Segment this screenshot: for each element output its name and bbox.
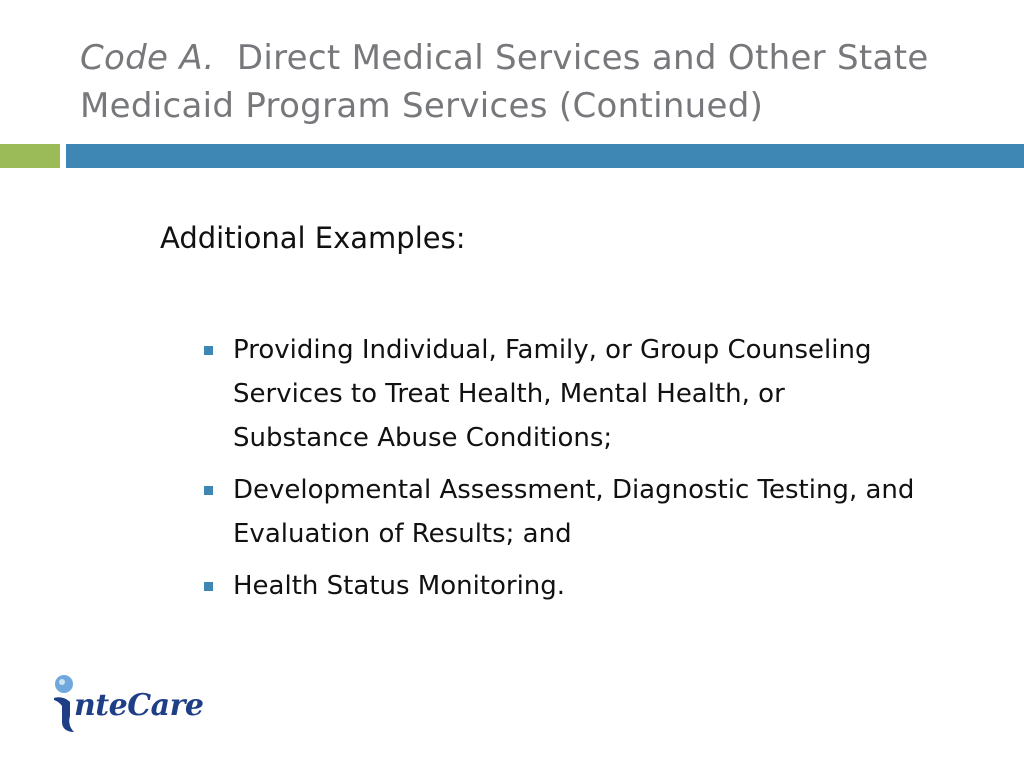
- accent-bar-green: [0, 144, 60, 168]
- title-text: Direct Medical Services and Other State Medicaid Program Services (Continued): [80, 38, 929, 126]
- section-subheading: Additional Examples:: [160, 221, 466, 255]
- bullet-list: [200, 328, 920, 616]
- square-bullet-icon: [204, 346, 213, 355]
- bullet-item: [200, 328, 920, 460]
- bullet-text: Providing Individual, Family, or Group Counseling Services to Treat Health, Mental Health, or Substance Abuse Conditions;: [233, 335, 872, 453]
- bullet-text: Health Status Monitoring.: [233, 571, 566, 601]
- logo-wordmark: nteCare: [74, 688, 204, 723]
- square-bullet-icon: [204, 582, 213, 591]
- accent-bar-blue: [66, 144, 1024, 168]
- bullet-item: [200, 564, 920, 608]
- square-bullet-icon: [204, 486, 213, 495]
- bullet-item: [200, 468, 920, 556]
- slide-title: [80, 34, 980, 130]
- title-code-label: Code A.: [80, 38, 215, 78]
- bullet-text: Developmental Assessment, Diagnostic Testing, and Evaluation of Results; and: [233, 475, 915, 549]
- intecare-logo: [50, 672, 220, 738]
